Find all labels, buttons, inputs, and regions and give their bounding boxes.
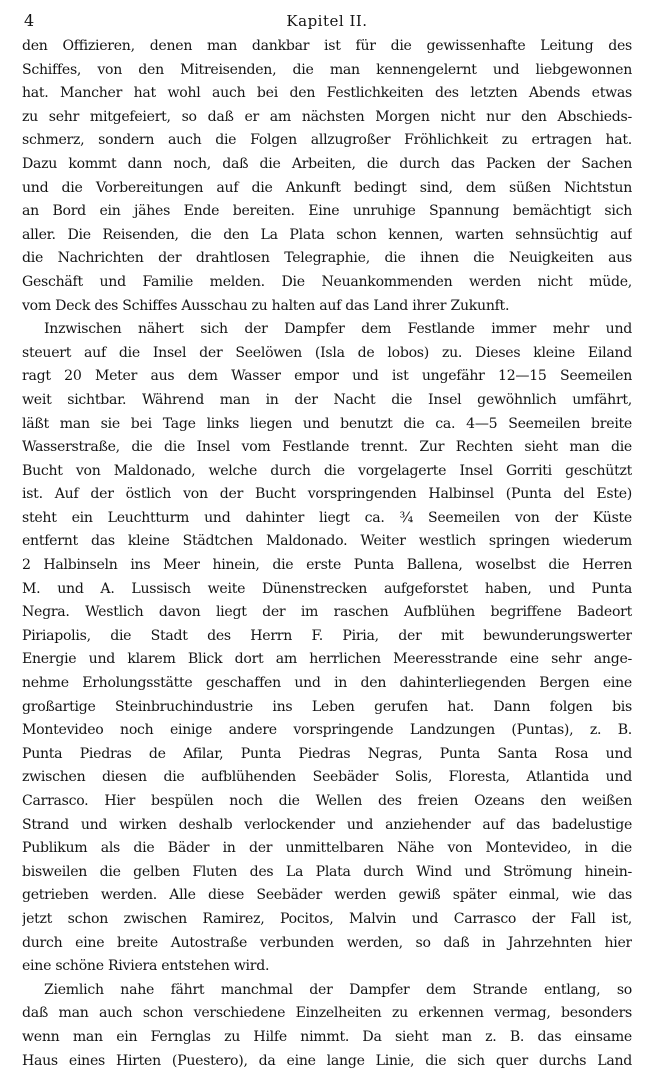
text-line: M. und A. Lussisch weite Dünenstrecken aufgeforstet haben, und Punta bbox=[22, 580, 632, 597]
text-line: getrieben werden. Alle diese Seebäder werden gewiß später einmal, wie das bbox=[22, 887, 632, 904]
text-line: durch eine breite Autostraße verbunden werden, so daß in Jahrzehnten hier bbox=[22, 934, 632, 951]
text-line: und die Vorbereitungen auf die Ankunft bedingt sind, dem süßen Nichtstun bbox=[22, 179, 632, 196]
text-line: ist. Auf der östlich von der Bucht vorspringenden Halbinsel (Punta del Este) bbox=[22, 486, 632, 503]
text-line: die Nachrichten der drahtlosen Telegraphie, die ihnen die Neuigkeiten aus bbox=[22, 250, 632, 267]
text-line: schmerz, sondern auch die Folgen allzugroßer Fröhlichkeit zu ertragen hat. bbox=[22, 132, 632, 149]
text-line: Publikum als die Bäder in der unmittelbaren Nähe von Montevideo, in die bbox=[22, 840, 632, 857]
text-line: Ziemlich nahe fährt manchmal der Dampfer dem Strande entlang, so bbox=[44, 981, 632, 998]
text-line: Bucht von Maldonado, welche durch die vorgelagerte Insel Gorriti geschützt bbox=[22, 462, 632, 479]
text-line: aller. Die Reisenden, die den La Plata schon kennen, warten sehnsüchtig auf bbox=[22, 226, 632, 243]
text-line: Dazu kommt dann noch, daß die Arbeiten, die durch das Packen der Sachen bbox=[22, 155, 632, 172]
text-line: Inzwischen nähert sich der Dampfer dem Festlande immer mehr und bbox=[44, 321, 632, 338]
text-line: Energie und klarem Blick dort am herrlichen Meeresstrande eine sehr ange- bbox=[22, 651, 632, 668]
text-line: jetzt schon zwischen Ramirez, Pocitos, Malvin und Carrasco der Fall ist, bbox=[22, 910, 632, 927]
text-line: steht ein Leuchtturm und dahinter liegt ca. ¾ Seemeilen von der Küste bbox=[22, 509, 632, 526]
text-line: eine schöne Riviera entstehen wird. bbox=[22, 958, 270, 975]
text-line: ragt 20 Meter aus dem Wasser empor und ist ungefähr 12—15 Seemeilen bbox=[22, 368, 632, 385]
text-line: Montevideo noch einige andere vorspringende Landzungen (Puntas), z. B. bbox=[22, 722, 632, 739]
text-line: vom Deck des Schiffes Ausschau zu halten auf das Land ihrer Zukunft. bbox=[22, 297, 510, 314]
body-text bbox=[22, 35, 632, 1073]
text-line: an Bord ein jähes Ende bereiten. Eine unruhige Spannung bemächtigt sich bbox=[22, 203, 632, 220]
text-line: Geschäft und Familie melden. Die Neuankommenden werden nicht müde, bbox=[22, 273, 632, 290]
text-line: Schiffes, von den Mitreisenden, die man kennengelernt und liebgewonnen bbox=[22, 61, 632, 78]
text-line: Carrasco. Hier bespülen noch die Wellen des freien Ozeans den weißen bbox=[22, 793, 632, 809]
text-line: Punta Piedras de Afilar, Punta Piedras Negras, Punta Santa Rosa und bbox=[22, 745, 632, 762]
text-line: großartige Steinbruchindustrie ins Leben gerufen hat. Dann folgen bis bbox=[22, 698, 632, 715]
page-header bbox=[22, 10, 632, 32]
running-head: Kapitel II. bbox=[286, 12, 368, 30]
text-line: hat. Mancher hat wohl auch bei den Festlichkeiten des letzten Abends etwas bbox=[22, 85, 632, 102]
text-line: zu sehr mitgefeiert, so daß er am nächsten Morgen nicht nur den Abschieds- bbox=[22, 108, 632, 125]
text-line: daß man auch schon verschiedene Einzelheiten zu erkennen vermag, besonders bbox=[22, 1005, 632, 1022]
text-line: Wasserstraße, die die Insel vom Festlande trennt. Zur Rechten sieht man die bbox=[22, 439, 632, 456]
text-line: Negra. Westlich davon liegt der im raschen Aufblühen begriffene Badeort bbox=[22, 604, 632, 621]
page-number: 4 bbox=[24, 11, 35, 30]
text-line: entfernt das kleine Städtchen Maldonado. Weiter westlich springen wiederum bbox=[22, 533, 632, 550]
text-line: Haus eines Hirten (Puestero), da eine lange Linie, die sich quer durchs Land bbox=[22, 1052, 632, 1069]
text-line: weit sichtbar. Während man in der Nacht die Insel gewöhnlich umfährt, bbox=[22, 391, 632, 408]
text-line: wenn man ein Fernglas zu Hilfe nimmt. Da sieht man z. B. das einsame bbox=[22, 1028, 632, 1045]
text-line: läßt man sie bei Tage links liegen und benutzt die ca. 4—5 Seemeilen breite bbox=[22, 415, 632, 432]
text-line: den Offizieren, denen man dankbar ist für die gewissenhafte Leitung des bbox=[22, 38, 632, 54]
text-line: steuert auf die Insel der Seelöwen (Isla de lobos) zu. Dieses kleine Eiland bbox=[22, 344, 632, 361]
text-line: zwischen diesen die aufblühenden Seebäder Solis, Floresta, Atlantida und bbox=[22, 769, 632, 786]
text-line: bisweilen die gelben Fluten des La Plata durch Wind und Strömung hinein- bbox=[22, 863, 632, 880]
text-line: nehme Erholungsstätte geschaffen und in den dahinterliegenden Bergen eine bbox=[22, 675, 632, 692]
text-line: Strand und wirken deshalb verlockender und anziehender auf das badelustige bbox=[22, 816, 632, 833]
text-line: 2 Halbinseln ins Meer hinein, die erste Punta Ballena, woselbst die Herren bbox=[22, 557, 632, 574]
text-line: Piriapolis, die Stadt des Herrn F. Piria, der mit bewunderungswerter bbox=[22, 627, 632, 644]
